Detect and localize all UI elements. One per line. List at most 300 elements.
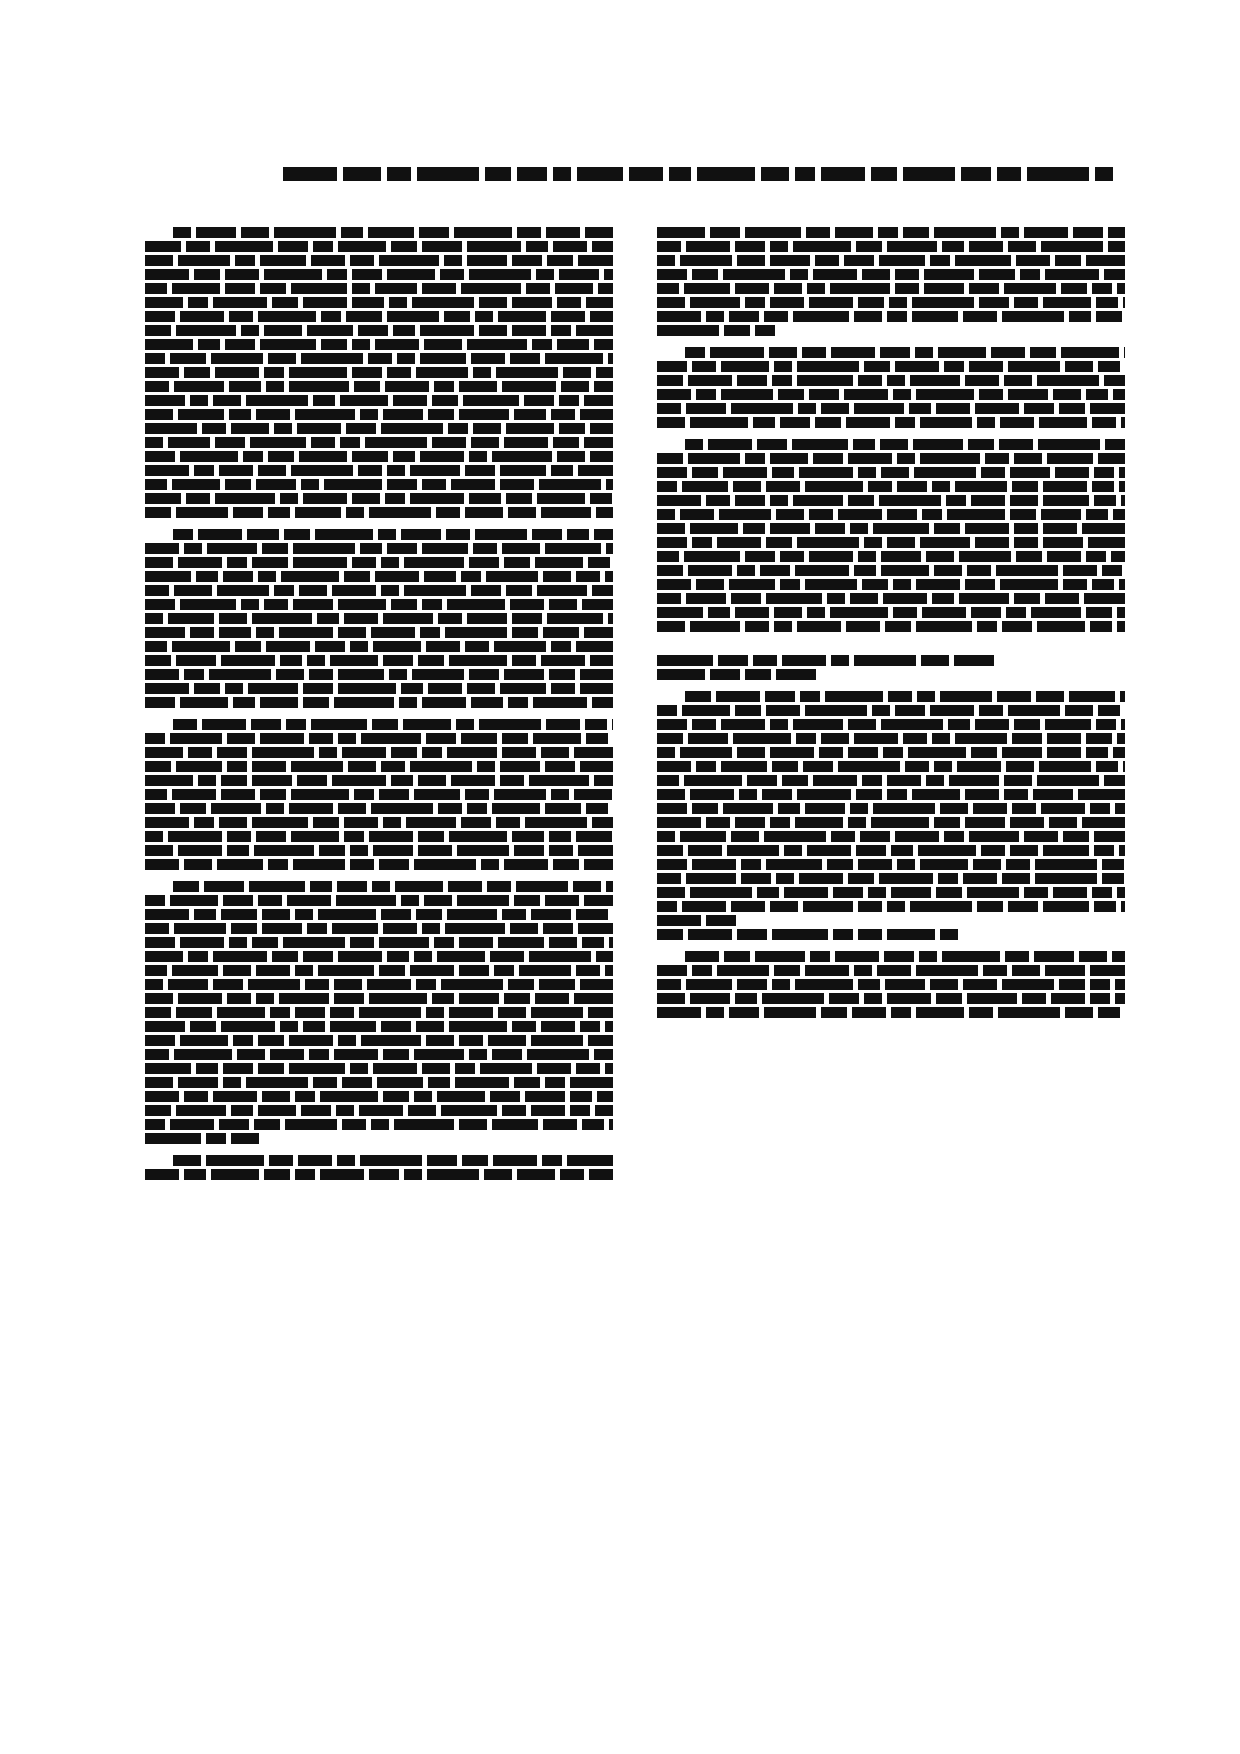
text-line [145, 773, 613, 787]
redacted-word [438, 803, 462, 814]
redacted-word [145, 241, 181, 252]
redacted-word [1124, 347, 1125, 358]
redacted-word [368, 227, 414, 238]
redacted-word [541, 1021, 575, 1032]
redacted-word [594, 381, 613, 392]
paragraph-gap [657, 429, 1125, 437]
redacted-word [461, 817, 491, 828]
redacted-word [180, 697, 228, 708]
redacted-word [178, 557, 222, 568]
redacted-word [291, 465, 353, 476]
redacted-word [745, 227, 801, 238]
redacted-word [549, 599, 577, 610]
redacted-word [283, 937, 345, 948]
redacted-word [344, 817, 378, 828]
redacted-word [657, 901, 677, 912]
redacted-word [1102, 565, 1122, 576]
redacted-word [484, 1169, 512, 1180]
redacted-word [459, 937, 493, 948]
redacted-word [688, 565, 732, 576]
redacted-word [378, 529, 396, 540]
redacted-word [657, 325, 719, 336]
text-line [145, 1153, 613, 1167]
redacted-word [336, 895, 396, 906]
text-line [145, 1167, 613, 1181]
redacted-word [531, 1035, 583, 1046]
redacted-word [592, 817, 613, 828]
text-line [657, 521, 1125, 535]
redacted-word [998, 1007, 1060, 1018]
redacted-word [657, 719, 687, 730]
redacted-word [1004, 375, 1032, 386]
redacted-word [686, 979, 732, 990]
redacted-word [578, 923, 613, 934]
redacted-word [279, 627, 333, 638]
redacted-word [1016, 255, 1050, 266]
redacted-word [838, 761, 900, 772]
redacted-word [1002, 873, 1030, 884]
redacted-word [850, 593, 878, 604]
redacted-word [860, 831, 890, 842]
redacted-word [737, 375, 767, 386]
redacted-word [145, 1169, 179, 1180]
redacted-word [755, 951, 805, 962]
redacted-word [414, 951, 432, 962]
redacted-word [545, 895, 579, 906]
redacted-word [223, 1063, 253, 1074]
redacted-word [227, 761, 247, 772]
redacted-word [1063, 831, 1089, 842]
redacted-word [772, 979, 790, 990]
redacted-word [190, 627, 214, 638]
redacted-word [916, 1007, 964, 1018]
redacted-word [436, 507, 460, 518]
redacted-word [173, 719, 197, 730]
redacted-word [420, 325, 474, 336]
redacted-word [243, 451, 263, 462]
redacted-word [313, 817, 339, 828]
redacted-word [313, 241, 333, 252]
redacted-word [258, 571, 276, 582]
text-line [145, 907, 613, 921]
redacted-word [729, 579, 775, 590]
redacted-word [708, 439, 752, 450]
redacted-word [221, 655, 275, 666]
redacted-word [864, 537, 882, 548]
redacted-word [545, 803, 581, 814]
redacted-word [690, 993, 730, 1004]
redacted-word [879, 495, 941, 506]
redacted-word [553, 437, 579, 448]
redacted-word [231, 1133, 259, 1144]
redacted-word [517, 227, 541, 238]
redacted-word [574, 747, 613, 758]
text-line [145, 639, 613, 653]
redacted-word [975, 403, 1019, 414]
redacted-word [373, 641, 421, 652]
redacted-word [274, 423, 292, 434]
redacted-word [657, 241, 681, 252]
redacted-word [508, 979, 534, 990]
text-line [657, 577, 1125, 591]
redacted-word [657, 915, 701, 926]
redacted-word [1012, 733, 1042, 744]
redacted-word [526, 241, 548, 252]
redacted-word [735, 705, 761, 716]
redacted-word [360, 1155, 422, 1166]
redacted-word [774, 607, 802, 618]
redacted-word [1092, 481, 1114, 492]
redacted-word [418, 775, 446, 786]
redacted-word [418, 831, 444, 842]
redacted-word [1014, 537, 1038, 548]
redacted-word [551, 683, 575, 694]
redacted-word [426, 733, 456, 744]
redacted-word [936, 887, 962, 898]
redacted-word [710, 227, 740, 238]
redacted-word [145, 543, 179, 554]
redacted-word [657, 297, 685, 308]
redacted-word [887, 993, 931, 1004]
redacted-word [1041, 509, 1081, 520]
text-line [145, 963, 613, 977]
redacted-word [688, 845, 722, 856]
redacted-word [420, 451, 464, 462]
redacted-word [514, 845, 544, 856]
redacted-word [590, 655, 613, 666]
redacted-word [846, 621, 880, 632]
redacted-word [969, 361, 1003, 372]
redacted-word [543, 1119, 577, 1130]
redacted-word [934, 523, 960, 534]
redacted-word [225, 683, 243, 694]
redacted-word [512, 1021, 536, 1032]
redacted-word [172, 789, 216, 800]
redacted-word [1117, 607, 1125, 618]
redacted-word [426, 1007, 444, 1018]
redacted-word [284, 529, 310, 540]
redacted-word [471, 353, 505, 364]
redacted-word [657, 979, 681, 990]
redacted-word [871, 167, 897, 181]
text-line [657, 253, 1125, 267]
redacted-word [594, 775, 613, 786]
redacted-word [917, 691, 935, 702]
redacted-word [387, 479, 417, 490]
redacted-word [559, 269, 599, 280]
redacted-word [848, 453, 892, 464]
redacted-word [252, 761, 286, 772]
redacted-word [262, 1091, 290, 1102]
redacted-word [256, 831, 286, 842]
redacted-word [256, 479, 296, 490]
redacted-word [221, 789, 255, 800]
redacted-word [1119, 579, 1125, 590]
redacted-word [198, 775, 216, 786]
redacted-word [799, 873, 843, 884]
redacted-word [352, 297, 384, 308]
redacted-word [525, 1091, 565, 1102]
redacted-word [921, 655, 949, 666]
redacted-word [545, 543, 601, 554]
redacted-word [551, 325, 571, 336]
redacted-word [545, 353, 603, 364]
redacted-word [582, 1119, 604, 1130]
redacted-word [145, 585, 169, 596]
redacted-word [551, 789, 569, 800]
redacted-word [776, 509, 804, 520]
redacted-word [934, 761, 952, 772]
redacted-word [145, 613, 163, 624]
redacted-word [762, 993, 824, 1004]
redacted-word [524, 395, 554, 406]
redacted-word [260, 733, 304, 744]
redacted-word [145, 599, 175, 610]
redacted-word [504, 669, 544, 680]
redacted-word [381, 557, 399, 568]
redacted-word [225, 479, 251, 490]
redacted-word [533, 733, 581, 744]
redacted-word [420, 353, 466, 364]
redacted-word [1086, 389, 1108, 400]
redacted-word [225, 283, 255, 294]
text-line [145, 583, 613, 597]
redacted-word [977, 901, 1003, 912]
redacted-word [361, 733, 421, 744]
redacted-word [289, 1035, 333, 1046]
redacted-word [739, 789, 757, 800]
redacted-word [173, 227, 191, 238]
redacted-word [372, 881, 390, 892]
text-line [145, 449, 613, 463]
redacted-word [298, 1155, 332, 1166]
redacted-word [825, 691, 883, 702]
redacted-word [389, 297, 407, 308]
article-title [283, 165, 1113, 182]
redacted-word [1031, 607, 1081, 618]
redacted-word [266, 641, 310, 652]
redacted-word [223, 965, 251, 976]
redacted-word [1115, 803, 1125, 814]
redacted-word [772, 929, 828, 940]
redacted-word [1008, 389, 1048, 400]
redacted-word [190, 1021, 216, 1032]
redacted-word [369, 507, 431, 518]
redacted-word [685, 439, 703, 450]
text-line [145, 977, 613, 991]
redacted-word [422, 747, 442, 758]
redacted-word [274, 227, 336, 238]
redacted-word [955, 733, 1007, 744]
redacted-word [915, 347, 933, 358]
redacted-word [854, 565, 876, 576]
redacted-word [457, 895, 509, 906]
text-line [145, 731, 613, 745]
redacted-word [684, 283, 730, 294]
redacted-word [291, 831, 339, 842]
redacted-word [459, 381, 497, 392]
redacted-word [360, 543, 382, 554]
redacted-word [459, 1119, 487, 1130]
redacted-word [381, 423, 443, 434]
redacted-word [178, 409, 224, 420]
redacted-word [350, 641, 368, 652]
redacted-word [577, 167, 623, 181]
redacted-word [467, 339, 527, 350]
redacted-word [408, 1105, 436, 1116]
redacted-word [657, 831, 675, 842]
redacted-word [821, 1007, 847, 1018]
redacted-word [541, 655, 585, 666]
redacted-word [342, 747, 386, 758]
redacted-word [868, 481, 892, 492]
redacted-word [391, 775, 413, 786]
redacted-word [318, 965, 374, 976]
redacted-word [594, 1049, 613, 1060]
redacted-word [184, 543, 202, 554]
redacted-word [229, 937, 247, 948]
redacted-word [685, 347, 705, 358]
redacted-word [932, 593, 954, 604]
redacted-word [685, 691, 711, 702]
redacted-word [965, 817, 1005, 828]
redacted-word [346, 507, 364, 518]
redacted-word [168, 831, 222, 842]
redacted-word [469, 493, 501, 504]
text-line [657, 563, 1125, 577]
redacted-word [252, 557, 288, 568]
redacted-word [445, 627, 507, 638]
redacted-word [337, 1155, 355, 1166]
redacted-word [891, 1007, 911, 1018]
paragraph-gap [145, 1145, 613, 1153]
redacted-word [881, 719, 943, 730]
redacted-word [211, 803, 261, 814]
redacted-word [188, 297, 208, 308]
redacted-word [418, 845, 452, 856]
redacted-word [797, 375, 853, 386]
redacted-word [1036, 691, 1064, 702]
redacted-word [815, 523, 845, 534]
redacted-word [426, 1035, 454, 1046]
redacted-word [1119, 467, 1125, 478]
redacted-word [500, 465, 546, 476]
redacted-word [885, 979, 925, 990]
redacted-word [235, 255, 255, 266]
redacted-word [1039, 761, 1091, 772]
redacted-word [1024, 887, 1048, 898]
redacted-word [578, 845, 613, 856]
redacted-word [895, 417, 915, 428]
text-line [657, 281, 1125, 295]
text-line [145, 225, 613, 239]
redacted-word [279, 993, 329, 1004]
redacted-word [880, 439, 908, 450]
redacted-word [416, 367, 468, 378]
redacted-word [467, 683, 495, 694]
redacted-word [369, 993, 427, 1004]
redacted-word [721, 719, 765, 730]
redacted-word [332, 923, 378, 934]
redacted-word [1043, 537, 1083, 548]
redacted-word [542, 1155, 562, 1166]
redacted-word [1053, 389, 1081, 400]
redacted-word [848, 873, 874, 884]
redacted-word [797, 361, 859, 372]
redacted-word [590, 423, 613, 434]
redacted-word [313, 1077, 337, 1088]
redacted-word [938, 347, 986, 358]
redacted-word [496, 817, 520, 828]
redacted-word [375, 283, 417, 294]
redacted-word [303, 683, 333, 694]
redacted-word [757, 439, 787, 450]
redacted-word [543, 923, 573, 934]
redacted-word [221, 1021, 275, 1032]
redacted-word [371, 1119, 389, 1130]
redacted-word [741, 873, 771, 884]
redacted-word [965, 523, 1009, 534]
redacted-word [264, 367, 284, 378]
redacted-word [250, 437, 306, 448]
redacted-word [303, 297, 347, 308]
redacted-word [449, 655, 507, 666]
redacted-word [145, 895, 165, 906]
text-line [145, 281, 613, 295]
redacted-word [737, 565, 755, 576]
text-line [657, 787, 1125, 801]
redacted-word [737, 747, 765, 758]
redacted-word [459, 965, 489, 976]
redacted-word [574, 993, 613, 1004]
redacted-word [858, 375, 882, 386]
redacted-word [480, 1063, 532, 1074]
redacted-word [145, 979, 163, 990]
redacted-word [379, 965, 405, 976]
redacted-word [301, 1105, 331, 1116]
redacted-word [278, 241, 308, 252]
redacted-word [588, 557, 610, 568]
text-line [145, 267, 613, 281]
redacted-word [145, 655, 171, 666]
redacted-word [932, 481, 950, 492]
redacted-word [590, 451, 613, 462]
redacted-word [469, 669, 499, 680]
redacted-word [1004, 789, 1028, 800]
redacted-word [821, 403, 849, 414]
redacted-word [455, 1063, 475, 1074]
redacted-word [289, 381, 349, 392]
redacted-word [657, 1007, 701, 1018]
redacted-word [692, 361, 716, 372]
redacted-word [729, 311, 759, 322]
redacted-word [341, 227, 363, 238]
redacted-word [757, 887, 779, 898]
redacted-word [1008, 901, 1038, 912]
redacted-word [447, 599, 505, 610]
redacted-word [444, 311, 470, 322]
text-line [145, 625, 613, 639]
redacted-word [535, 993, 569, 1004]
redacted-word [1012, 481, 1038, 492]
redacted-word [551, 311, 585, 322]
section-heading-line [657, 653, 1125, 667]
redacted-word [168, 979, 208, 990]
redacted-word [508, 507, 536, 518]
redacted-word [942, 241, 964, 252]
redacted-word [766, 593, 822, 604]
text-line [145, 717, 613, 731]
